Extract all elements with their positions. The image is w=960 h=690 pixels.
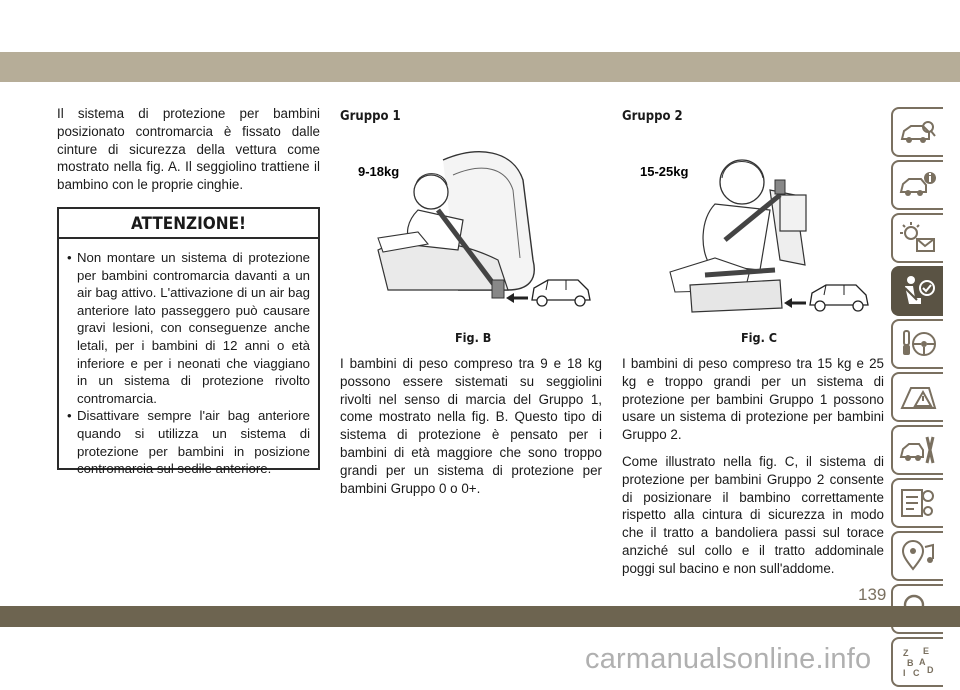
sidebar-tab-steering-wheel[interactable]: [891, 319, 943, 369]
sidebar-tab-seat-safety[interactable]: [891, 266, 943, 316]
svg-text:B: B: [907, 658, 914, 668]
weight-label: 15-25kg: [640, 164, 689, 179]
group2-text-block: [622, 355, 884, 587]
svg-text:D: D: [927, 665, 934, 675]
sidebar-tab-multimedia[interactable]: [891, 531, 943, 581]
watermark: carmanualsonline.info: [585, 643, 872, 675]
sidebar-tab-car-search[interactable]: [891, 107, 943, 157]
sidebar-tab-alphabet-index[interactable]: [891, 637, 943, 687]
multimedia-icon: [899, 539, 937, 573]
svg-text:E: E: [923, 646, 930, 656]
warning-item: • Non montare un sistema di protezione per bambini contromarcia davanti a un air bag attivo. L'attivazione di un air bag anteriore lato passeggero può causare gravi lesioni, con conseguenze anche letali, per i bambini di 12 anni o età inferiore e per i neonati che viaggiano in un sistema di protezione rivolto contromarcia.: [67, 249, 310, 407]
child-seat-group1-illustration: [348, 140, 598, 320]
car-search-icon: [899, 115, 937, 149]
footer-band: [0, 606, 960, 627]
booster-seat-group2-illustration: [630, 140, 880, 320]
car-info-icon: [899, 168, 937, 202]
svg-text:Z: Z: [903, 648, 909, 658]
sidebar-tab-warning-lights[interactable]: [891, 213, 943, 263]
warning-lights-icon: [899, 221, 937, 255]
sidebar-tab-car-tools[interactable]: [891, 425, 943, 475]
group1-text-block: [340, 355, 602, 506]
sidebar-tab-road-warning[interactable]: [891, 372, 943, 422]
car-tools-icon: [899, 433, 937, 467]
road-warning-icon: [899, 380, 937, 414]
header-band: [0, 52, 960, 82]
page-number: 139: [858, 585, 887, 604]
warning-list: [59, 239, 318, 478]
group1-column: [340, 108, 602, 126]
seat-safety-icon: [899, 274, 937, 308]
group1-heading: Gruppo 1: [340, 109, 401, 124]
figure-c-caption: Fig. C: [741, 330, 778, 345]
group2-paragraph-2: Come illustrato nella fig. C, il sistema di protezione per bambini Gruppo 2 consente di posizionare il bambino correttamente rispetto alla cintura di sicurezza in modo che il tratto a bandoliera passi sul torace anziché sul collo e il tratto addominale poggi sul bacino e non sull'addome.: [622, 453, 884, 576]
warning-title: ATTENZIONE!: [59, 209, 318, 239]
group2-heading: Gruppo 2: [622, 109, 683, 124]
svg-text:C: C: [913, 668, 920, 678]
figure-c: [630, 140, 880, 320]
chapter-sidebar: [891, 107, 943, 690]
svg-text:I: I: [903, 668, 906, 678]
steering-wheel-icon: [899, 327, 937, 361]
warning-item: • Disattivare sempre l'air bag anteriore quando si utilizza un sistema di protezione per bambini in posizione contromarcia sul sedile anteriore.: [67, 407, 310, 477]
sidebar-tab-car-info[interactable]: [891, 160, 943, 210]
warning-box: [57, 207, 320, 477]
weight-label: 9-18kg: [358, 164, 400, 179]
intro-paragraph: Il sistema di protezione per bambini posizionato contromarcia è fissato dalle cinture di sicurezza della vettura come mostrato nella fig. A. Il seggiolino trattiene il bambino con le proprie cinghie.: [57, 106, 320, 193]
figure-b: [348, 140, 598, 320]
sidebar-tab-maintenance-specs[interactable]: [891, 478, 943, 528]
figure-b-caption: Fig. B: [455, 330, 492, 345]
maintenance-specs-icon: [899, 486, 937, 520]
svg-text:A: A: [919, 657, 926, 667]
intro-column: [57, 105, 320, 203]
group1-paragraph: I bambini di peso compreso tra 9 e 18 kg possono essere sistemati su seggiolini rivolti nel senso di marcia del Gruppo 1, come mostrato nella fig. B. Questo tipo di sistema di protezione è pensato per i bambini di età maggiore che sono troppo grandi per un sistema di protezione per bambini Gruppo 0 o 0+.: [340, 356, 602, 496]
group2-column: [622, 108, 884, 126]
alphabet-index-icon: [899, 645, 937, 679]
group2-paragraph-1: I bambini di peso compreso tra 15 kg e 25 kg e troppo grandi per un sistema di protezione per bambini Gruppo 1 possono usare un sistema di protezione per bambini Gruppo 2.: [622, 356, 884, 443]
